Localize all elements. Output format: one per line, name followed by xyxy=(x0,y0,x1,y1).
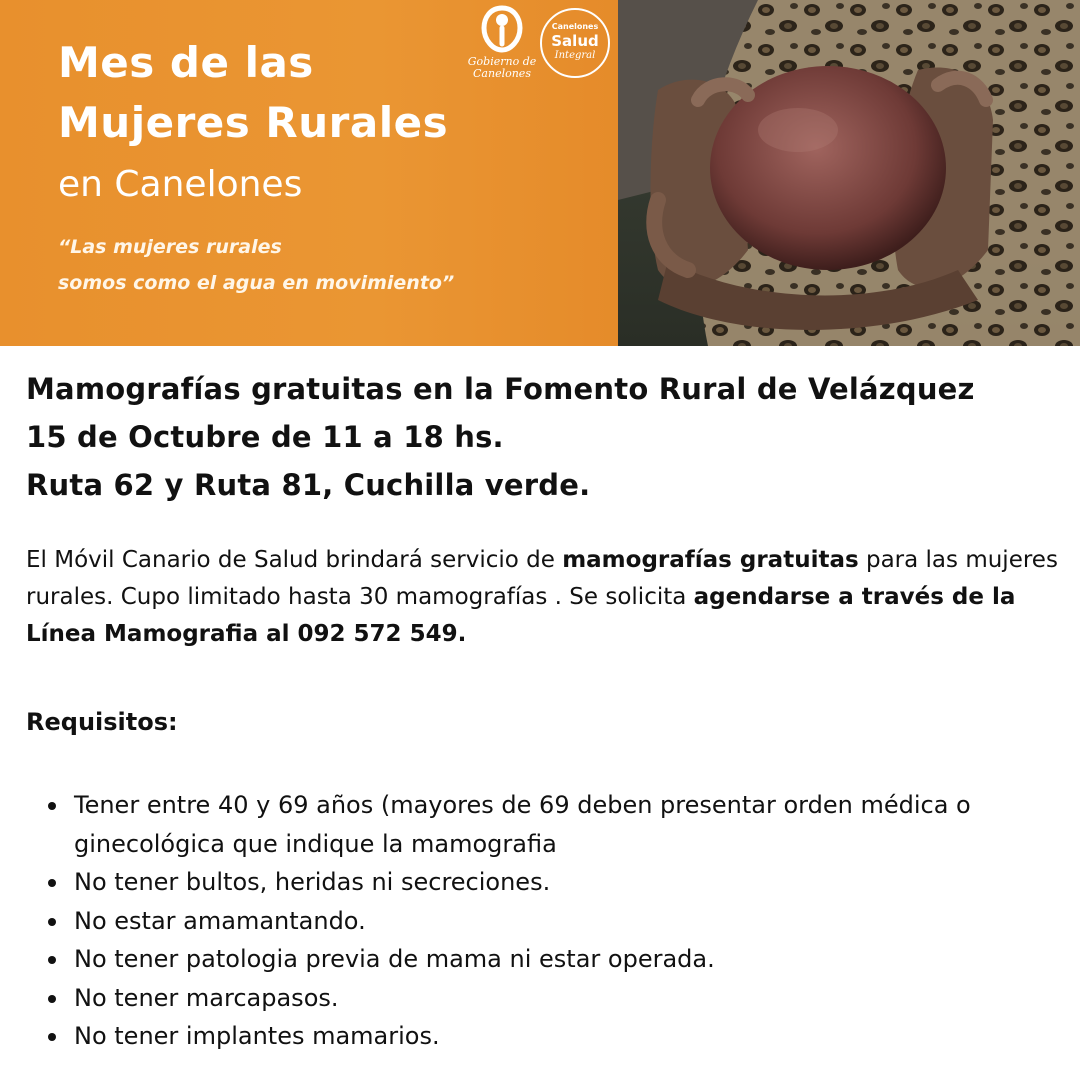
banner-quote-line-2: somos como el agua en movimiento” xyxy=(58,272,455,294)
requirement-item: No tener implantes mamarios. xyxy=(44,1017,1024,1056)
body-bold-appointment-line: agendarse a través de la Línea Mamografia al 092 572 549. xyxy=(26,584,1016,647)
banner-title-line-2: Mujeres Rurales xyxy=(58,98,449,147)
body-bold-free-mammograms: mamografías gratuitas xyxy=(562,547,859,573)
banner-title-line-1: Mes de las xyxy=(58,38,314,87)
requirement-item: No tener bultos, heridas ni secreciones. xyxy=(44,863,1024,902)
gobierno-canelones-logo xyxy=(462,4,542,86)
salud-logo-top: Canelones xyxy=(551,22,599,31)
hands-holding-sweet-potato-photo xyxy=(618,0,1080,346)
requirement-item: No tener marcapasos. xyxy=(44,979,1024,1018)
headline-location: Ruta 62 y Ruta 81, Cuchilla verde. xyxy=(26,468,591,502)
banner-quote-line-1: “Las mujeres rurales xyxy=(58,236,282,258)
gobierno-emblem-icon xyxy=(480,4,524,54)
body-text-2: para las mujeres rurales. Cupo limitado hasta 30 mamografías . Se solicita xyxy=(26,547,1058,610)
requirements-title: Requisitos: xyxy=(26,708,178,736)
body-text-1: El Móvil Canario de Salud brindará servicio de xyxy=(26,547,563,573)
salud-integral-logo xyxy=(540,8,610,78)
salud-logo-main: Salud xyxy=(551,32,599,50)
requirement-item: No tener patologia previa de mama ni estar operada. xyxy=(44,940,1024,979)
gobierno-logo-line-1: Gobierno de xyxy=(467,55,537,68)
gobierno-logo-text xyxy=(462,56,542,80)
banner-subtitle: en Canelones xyxy=(58,164,303,205)
headline-title: Mamografías gratuitas en la Fomento Rural de Velázquez xyxy=(26,372,975,406)
requirements-list xyxy=(44,786,1024,1056)
requirement-item: Tener entre 40 y 69 años (mayores de 69 deben presentar orden médica o ginecológica que indique la mamografia xyxy=(44,786,1024,863)
banner-orange-panel xyxy=(0,0,620,346)
headline-date-time: 15 de Octubre de 11 a 18 hs. xyxy=(26,420,504,454)
header-banner xyxy=(0,0,1080,346)
salud-logo-sub: Integral xyxy=(554,50,596,61)
gobierno-logo-line-2: Canelones xyxy=(473,67,531,80)
requirement-item: No estar amamantando. xyxy=(44,902,1024,941)
body-paragraph xyxy=(26,542,1066,653)
